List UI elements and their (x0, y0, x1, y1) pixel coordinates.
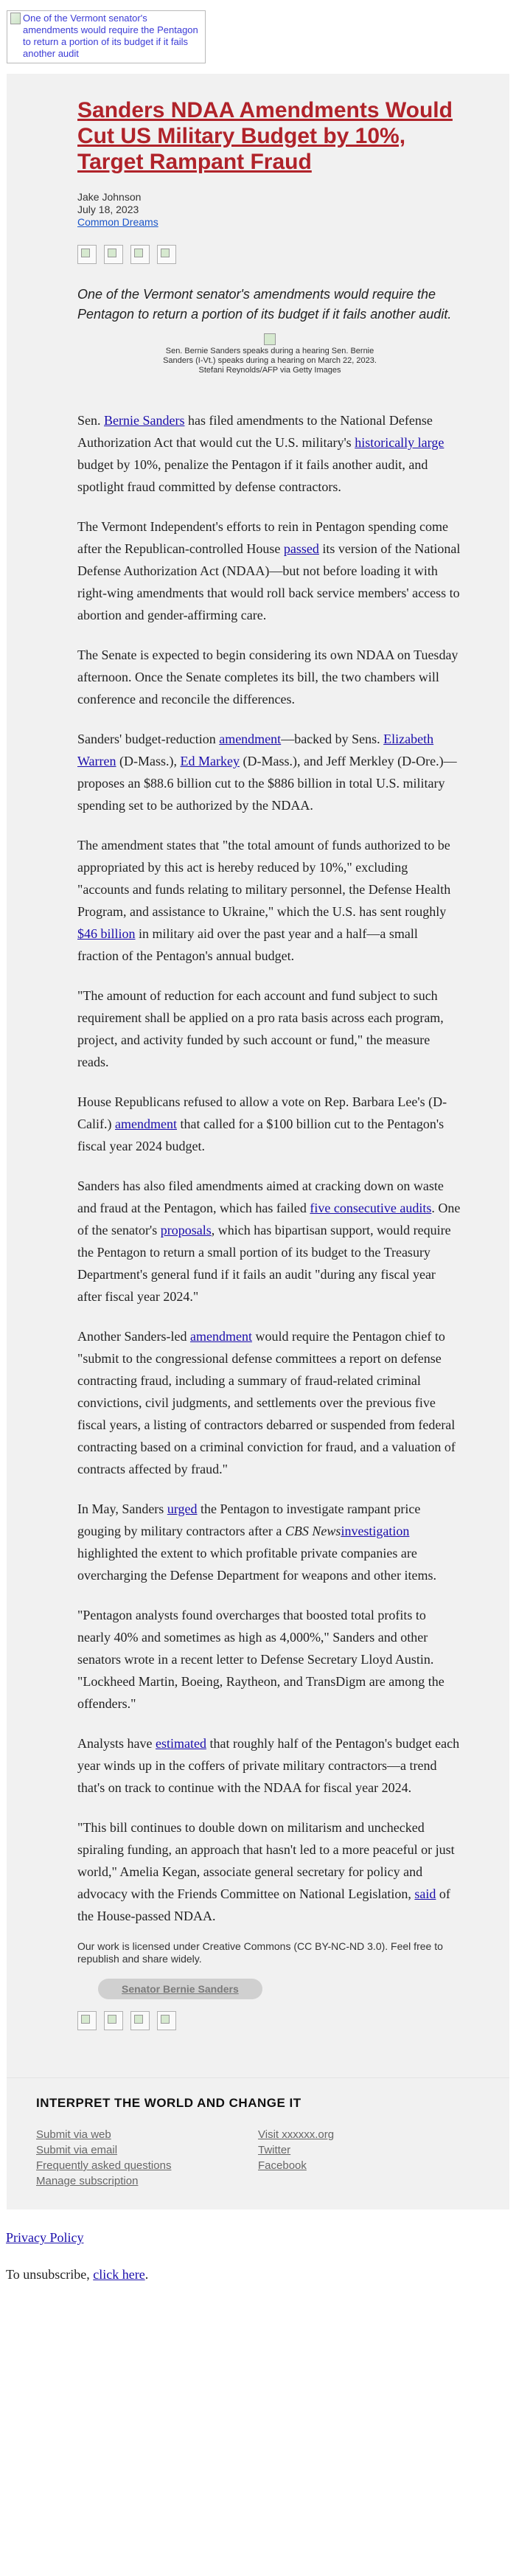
share-icons-top (77, 245, 462, 264)
footer-heading: INTERPRET THE WORLD AND CHANGE IT (36, 2096, 301, 2110)
footer-left-links (36, 2127, 258, 2189)
link-historically-large[interactable]: historically large (355, 435, 444, 450)
paragraph: The Vermont Independent's efforts to rein in Pentagon spending come after the Republican-controlled House passed its version of the National Defense Authorization Act (NDAA)—but not before loading it with right-wing amendments that would roll back service members' access to abortion and gender-affirming care. (77, 519, 461, 622)
share-email-icon[interactable] (130, 245, 150, 264)
paragraph: In May, Sanders urged the Pentagon to investigate rampant price gouging by military contractors after a CBS Newsinvestigation highlighted the extent to which profitable private companies are overcharging the Defense Department for weapons and other items. (77, 1501, 436, 1583)
tag-button[interactable]: Senator Bernie Sanders (98, 1979, 262, 1999)
paragraph: The Senate is expected to begin considering its own NDAA on Tuesday afternoon. Once the Senate completes its bill, the two chambers will conference and reconcile the differences. (77, 648, 459, 707)
footer-link-visit-site[interactable]: Visit xxxxxx.org (258, 2128, 335, 2141)
header-image-alt: One of the Vermont senator's amendments would require the Pentagon to return a portion of its budget if it fails another audit (23, 13, 198, 59)
photo-caption: Sen. Bernie Sanders speaks during a hearing Sen. Bernie Sanders (I-Vt.) speaks during a hearing on March 22, 2023. Stefani Reynolds/AFP via Getty Images (163, 347, 377, 375)
footer-link-manage-subscription[interactable]: Manage subscription (36, 2175, 139, 2187)
link-urged[interactable]: urged (167, 1501, 198, 1516)
share-twitter-icon[interactable] (104, 2011, 123, 2030)
share-facebook-icon[interactable] (77, 2011, 97, 2030)
footer-link-facebook[interactable]: Facebook (258, 2159, 307, 2172)
email-card (7, 74, 509, 2209)
link-46-billion[interactable]: $46 billion (77, 926, 136, 941)
link-lee-amendment[interactable]: amendment (115, 1117, 177, 1131)
link-proposals[interactable]: proposals (160, 1223, 212, 1237)
broken-image-icon (10, 13, 21, 24)
link-five-audits[interactable]: five consecutive audits (310, 1201, 432, 1215)
privacy-policy-link[interactable]: Privacy Policy (6, 2230, 84, 2245)
paragraph: Another Sanders-led amendment would require the Pentagon chief to "submit to the congressional defense committees a report on defense contracting fraud, including a summary of fraud-related criminal convictions, civil judgments, and settlements over the previous five fiscal years, a listing of contractors debarred or suspended from federal contracting based on a criminal conviction for fraud, and a valuation of contracts affected by fraud." (77, 1329, 456, 1476)
share-email-icon[interactable] (130, 2011, 150, 2030)
link-fraud-amendment[interactable]: amendment (189, 1329, 252, 1344)
newsletter-footer (7, 2077, 509, 2209)
article-title[interactable]: Sanders NDAA Amendments Would Cut US Military Budget by 10%, Target Rampant Fraud (77, 98, 453, 174)
link-bernie-sanders[interactable]: Bernie Sanders (104, 413, 185, 428)
share-facebook-icon[interactable] (77, 245, 97, 264)
photo-placeholder-icon (264, 333, 276, 345)
footer-link-submit-email[interactable]: Submit via email (36, 2144, 118, 2156)
link-estimated[interactable]: estimated (155, 1736, 206, 1751)
paragraph: House Republicans refused to allow a vote on Rep. Barbara Lee's (D-Calif.) amendment that called for a $100 billion cut to the Pentagon's fiscal year 2024 budget. (77, 1094, 447, 1153)
footer-link-faq[interactable]: Frequently asked questions (36, 2159, 172, 2172)
article-photo (159, 333, 380, 375)
paragraph: Analysts have estimated that roughly half of the Pentagon's budget each year winds up in the coffers of private military contractors—a trend that's on track to continue with the NDAA for fiscal year 2024. (77, 1736, 460, 1795)
link-passed[interactable]: passed (283, 541, 319, 556)
link-ed-markey[interactable]: Ed Markey (180, 754, 240, 768)
date: July 18, 2023 (77, 204, 139, 215)
paragraph: Sanders' budget-reduction amendment—backed by Sens. Elizabeth Warren (D-Mass.), Ed Markey (D-Mass.), and Jeff Merkley (D-Ore.)—proposes an $88.6 billion cut to the $886 billion in total U.S. military spending set to be authorized by the NDAA. (77, 732, 457, 813)
link-elizabeth-warren[interactable]: Elizabeth Warren (77, 732, 434, 768)
share-twitter-icon[interactable] (104, 245, 123, 264)
paragraph: "The amount of reduction for each account and fund subject to such requirement shall be applied on a pro rata basis across each program, project, and activity funded by such account or fund," the measure reads. (77, 988, 444, 1069)
paragraph: "This bill continues to double down on militarism and unchecked spiraling funding, an approach that hasn't led to a more peaceful or just world," Amelia Kegan, associate general secretary for policy and advocacy with the Friends Committee on National Legislation, said of the House-passed NDAA. (77, 1820, 455, 1923)
paragraph: The amendment states that "the total amount of funds authorized to be appropriated by this act is hereby reduced by 10%," excluding "accounts and funds relating to military personnel, the Defense Health Program, and assistance to Ukraine," which the U.S. has sent roughly $46 billion in military aid over the past year and a half—a small fraction of the Pentagon's annual budget. (77, 838, 451, 963)
link-said[interactable]: said (414, 1886, 436, 1901)
link-investigation[interactable]: investigation (341, 1524, 410, 1538)
link-amendment[interactable]: amendment (219, 732, 282, 746)
author: Jake Johnson (77, 191, 142, 203)
header-image (7, 10, 206, 63)
publication-link[interactable]: Common Dreams (77, 216, 158, 228)
share-link-icon[interactable] (157, 2011, 176, 2030)
license-note: Our work is licensed under Creative Commons (CC BY-NC-ND 3.0). Feel free to republish and share widely. (77, 1940, 443, 1965)
unsubscribe-link[interactable]: click here (93, 2267, 145, 2282)
footer-link-submit-web[interactable]: Submit via web (36, 2128, 111, 2141)
paragraph: Sen. Bernie Sanders has filed amendments to the National Defense Authorization Act that would cut the U.S. military's historically large budget by 10%, penalize the Pentagon if it fails another audit, and spotlight fraud committed by defense contractors. (77, 413, 444, 494)
article-dek: One of the Vermont senator's amendments would require the Pentagon to return a portion of its budget if it fails another audit. (77, 287, 452, 322)
unsubscribe-line: To unsubscribe, click here. (6, 2267, 149, 2282)
paragraph: "Pentagon analysts found overcharges that boosted total profits to nearly 40% and sometimes as high as 4,000%," Sanders and other senators wrote in a recent letter to Defense Secretary Lloyd Austin. "Lockheed Martin, Boeing, Raytheon, and TransDigm are among the offenders." (77, 1608, 444, 1711)
share-link-icon[interactable] (157, 245, 176, 264)
footer-right-links (258, 2127, 480, 2189)
article-meta (77, 191, 462, 229)
paragraph: Sanders has also filed amendments aimed at cracking down on waste and fraud at the Pentagon, which has failed five consecutive audits. One of the senator's proposals, which has bipartisan support, would require the Pentagon to return a small portion of its budget to the Treasury Department's general fund if it fails an audit "during any fiscal year after fiscal year 2024." (77, 1178, 461, 1304)
article-body (77, 409, 462, 1927)
page-bottom (0, 2209, 516, 2292)
share-icons-bottom (77, 2011, 462, 2077)
footer-link-twitter[interactable]: Twitter (258, 2144, 291, 2156)
